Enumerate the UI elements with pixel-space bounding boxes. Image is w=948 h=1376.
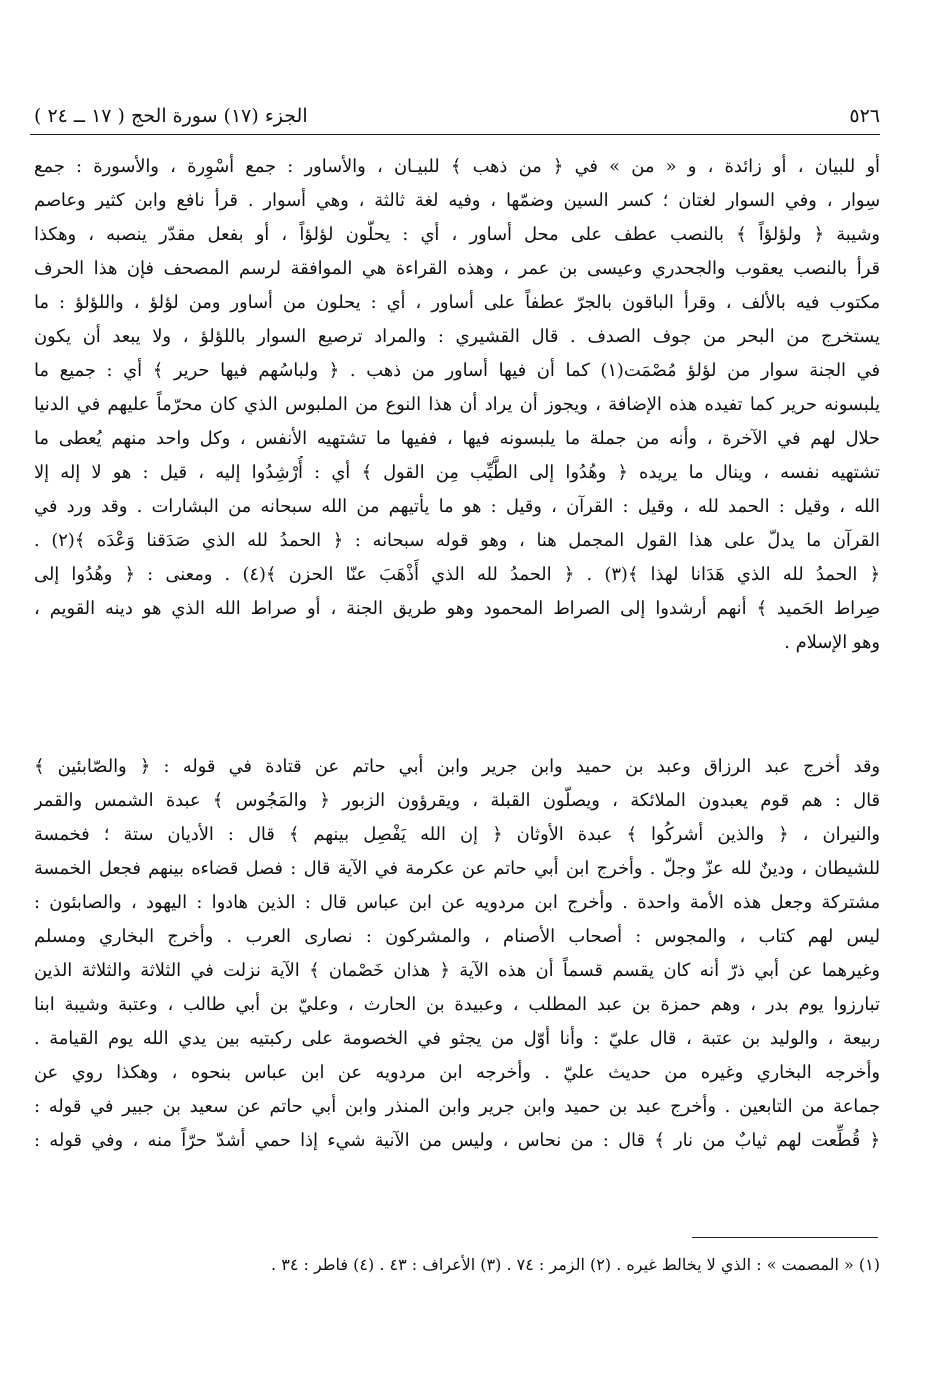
text-line: القرآن ما يدلّ على هذا القول المجمل هنا ، وهو قوله سبحانه : ﴿ الحمدُ لله الذي صَدَقنا وَعْدَه ﴾(٢) .	[34, 530, 880, 551]
text-line: في الجنة سوار من لؤلؤ مُصْمَت(١) كما أن فيها أساور من ذهب . ﴿ ولباسُهم فيها حرير ﴾ أي : جميع ما	[34, 360, 880, 381]
text-line: جماعة من التابعين . وأخرج عبد بن حميد وابن جرير وابن المنذر وابن أبي حاتم عن سعيد بن جبير في قوله :	[34, 1096, 880, 1117]
text-line: أو للبيان ، أو زائدة ، و « من » في ﴿ من ذهب ﴾ للبيـان ، والأساور : جمع أسْوِرة ، والأسورة : جمع	[34, 156, 880, 177]
text-line: وهو الإسلام .	[784, 632, 880, 653]
text-line: سِوار ، وفي السوار لغتان ؛ كسر السين وضمّها ، وفيه لغة ثالثة ، وهي أسوار . قرأ نافع وابن كثير وعاصم	[34, 190, 880, 211]
paragraph-1	[34, 150, 880, 660]
text-line: صِراط الحَميد ﴾ أنهم أرشدوا إلى الصراط المحمود وهو طريق الجنة ، أو صراط الله الذي هو دينه القويم ،	[34, 598, 880, 619]
running-header	[34, 100, 880, 132]
text-line: قال : هم قوم يعبدون الملائكة ، ويصلّون القبلة ، ويقرؤون الزبور ﴿ والمَجُوس ﴾ عبدة الشمس والقمر	[34, 790, 880, 811]
text-line: وأخرجه البخاري وغيره من حديث عليّ . وأخرجه ابن مردويه عن ابن عباس بنحوه ، وهكذا روي عن	[34, 1062, 880, 1083]
text-line: مشتركة وجعل هذه الأمة واحدة . وأخرج ابن مردويه عن ابن عباس قال : الذين هادوا : اليهود ، والصابئون :	[34, 892, 880, 913]
text-line: يستخرج من البحر من جوف الصدف . قال القشيري : والمراد ترصيع السوار باللؤلؤ ، ولا يبعد أن يكون	[34, 326, 880, 347]
text-line: تشتهيه نفسه ، وينال ما يريده ﴿ وهُدُوا إلى الطَّيِّب مِن القول ﴾ أي : أُرْشِدُوا إليه ، قيل : هو لا إله إلا	[34, 462, 880, 483]
text-line: حلال لهم في الآخرة ، وأنه من جملة ما يلبسونه فيها ، ففيها ما تشتهيه الأنفس ، وكل واحد منهم يُعطى ما	[34, 428, 880, 449]
chapter-title: الجزء (١٧) سورة الحج ( ١٧ ــ ٢٤ )	[34, 105, 308, 127]
text-line: الله ، وقيل : الحمد لله ، وقيل : القرآن ، وقيل : هو ما يأتيهم من الله سبحانه من البشارات . وقد ورد في	[34, 496, 880, 517]
text-line: يلبسونه حرير كما تفيده هذه الإضافة ، ويجوز أن يراد أن هذا النوع من الملبوس الذي كان محرّماً عليهم في الدنيا	[34, 394, 880, 415]
text-line: تبارزوا يوم بدر ، وهم حمزة بن عبد المطلب ، وعبيدة بن الحارث ، وعليّ بن أبي طالب ، وعتبة وشيبة ابنا	[34, 994, 880, 1015]
text-line: ربيعة ، والوليد بن عتبة ، قال عليّ : وأنا أوّل من يجثو في الخصومة على ركبتيه بين يدي الله يوم القيامة .	[34, 1028, 880, 1049]
footnote-divider	[692, 1237, 878, 1238]
header-divider	[30, 134, 880, 135]
page-number: ٥٢٦	[849, 105, 880, 127]
footnotes: (١) « المصمت » : الذي لا يخالط غيره . (٢) الزمر : ٧٤ . (٣) الأعراف : ٤٣ . (٤) فاطر : ٣٤ .	[271, 1255, 880, 1274]
text-line: وشيبة ﴿ ولؤلؤاً ﴾ بالنصب عطف على محل أساور ، أي : يحلّون لؤلؤاً ، أو بفعل مقدّر ينصبه ، وهكذا	[34, 224, 880, 245]
paragraph-2	[34, 750, 880, 1158]
text-line: للشيطان ، ودينٌ لله عزّ وجلّ . وأخرج ابن أبي حاتم عن عكرمة في الآية قال : فصل قضاءه بينهم فجعل الخمسة	[34, 858, 880, 879]
text-line: ليس لهم كتاب ، والمجوس : أصحاب الأصنام ، والمشركون : نصارى العرب . وأخرج البخاري ومسلم	[34, 926, 880, 947]
text-line: وقد أخرج عبد الرزاق وعبد بن حميد وابن جرير وابن أبي حاتم عن قتادة في قوله : ﴿ والصّابئين ﴾	[34, 756, 880, 777]
text-line: مكتوب فيه بالألف ، وقرأ الباقون بالجرّ عطفاً على أساور ، أي : يحلون من أساور ومن لؤلؤ ، واللؤلؤ : ما	[34, 292, 880, 313]
text-line: ﴿ قُطِّعت لهم ثيابٌ من نار ﴾ قال : من نحاس ، وليس من الآنية شيء إذا حمي أشدّ حرّاً منه ، وفي قوله :	[34, 1130, 880, 1151]
text-line: ﴿ الحمدُ لله الذي هَدَانا لهذا ﴾(٣) . ﴿ الحمدُ لله الذي أَذْهَبَ عنّا الحزن ﴾(٤) . ومعنى : ﴿ وهُدُوا إلى	[34, 564, 880, 585]
text-line: قرأ بالنصب يعقوب والجحدري وعيسى بن عمر ، وهذه القراءة هي الموافقة لرسم المصحف فإن هذا الحرف	[34, 258, 880, 279]
text-line: والنيران ، ﴿ والذين أشركُوا ﴾ عبدة الأوثان ﴿ إن الله يَفْصِل بينهم ﴾ قال : الأديان ستة ؛ فخمسة	[34, 824, 880, 845]
text-line: وغيرهما عن أبي ذرّ أنه كان يقسم قسماً أن هذه الآية ﴿ هذان خَصْمان ﴾ الآية نزلت في الثلاثة والثلاثة الذين	[34, 960, 880, 981]
